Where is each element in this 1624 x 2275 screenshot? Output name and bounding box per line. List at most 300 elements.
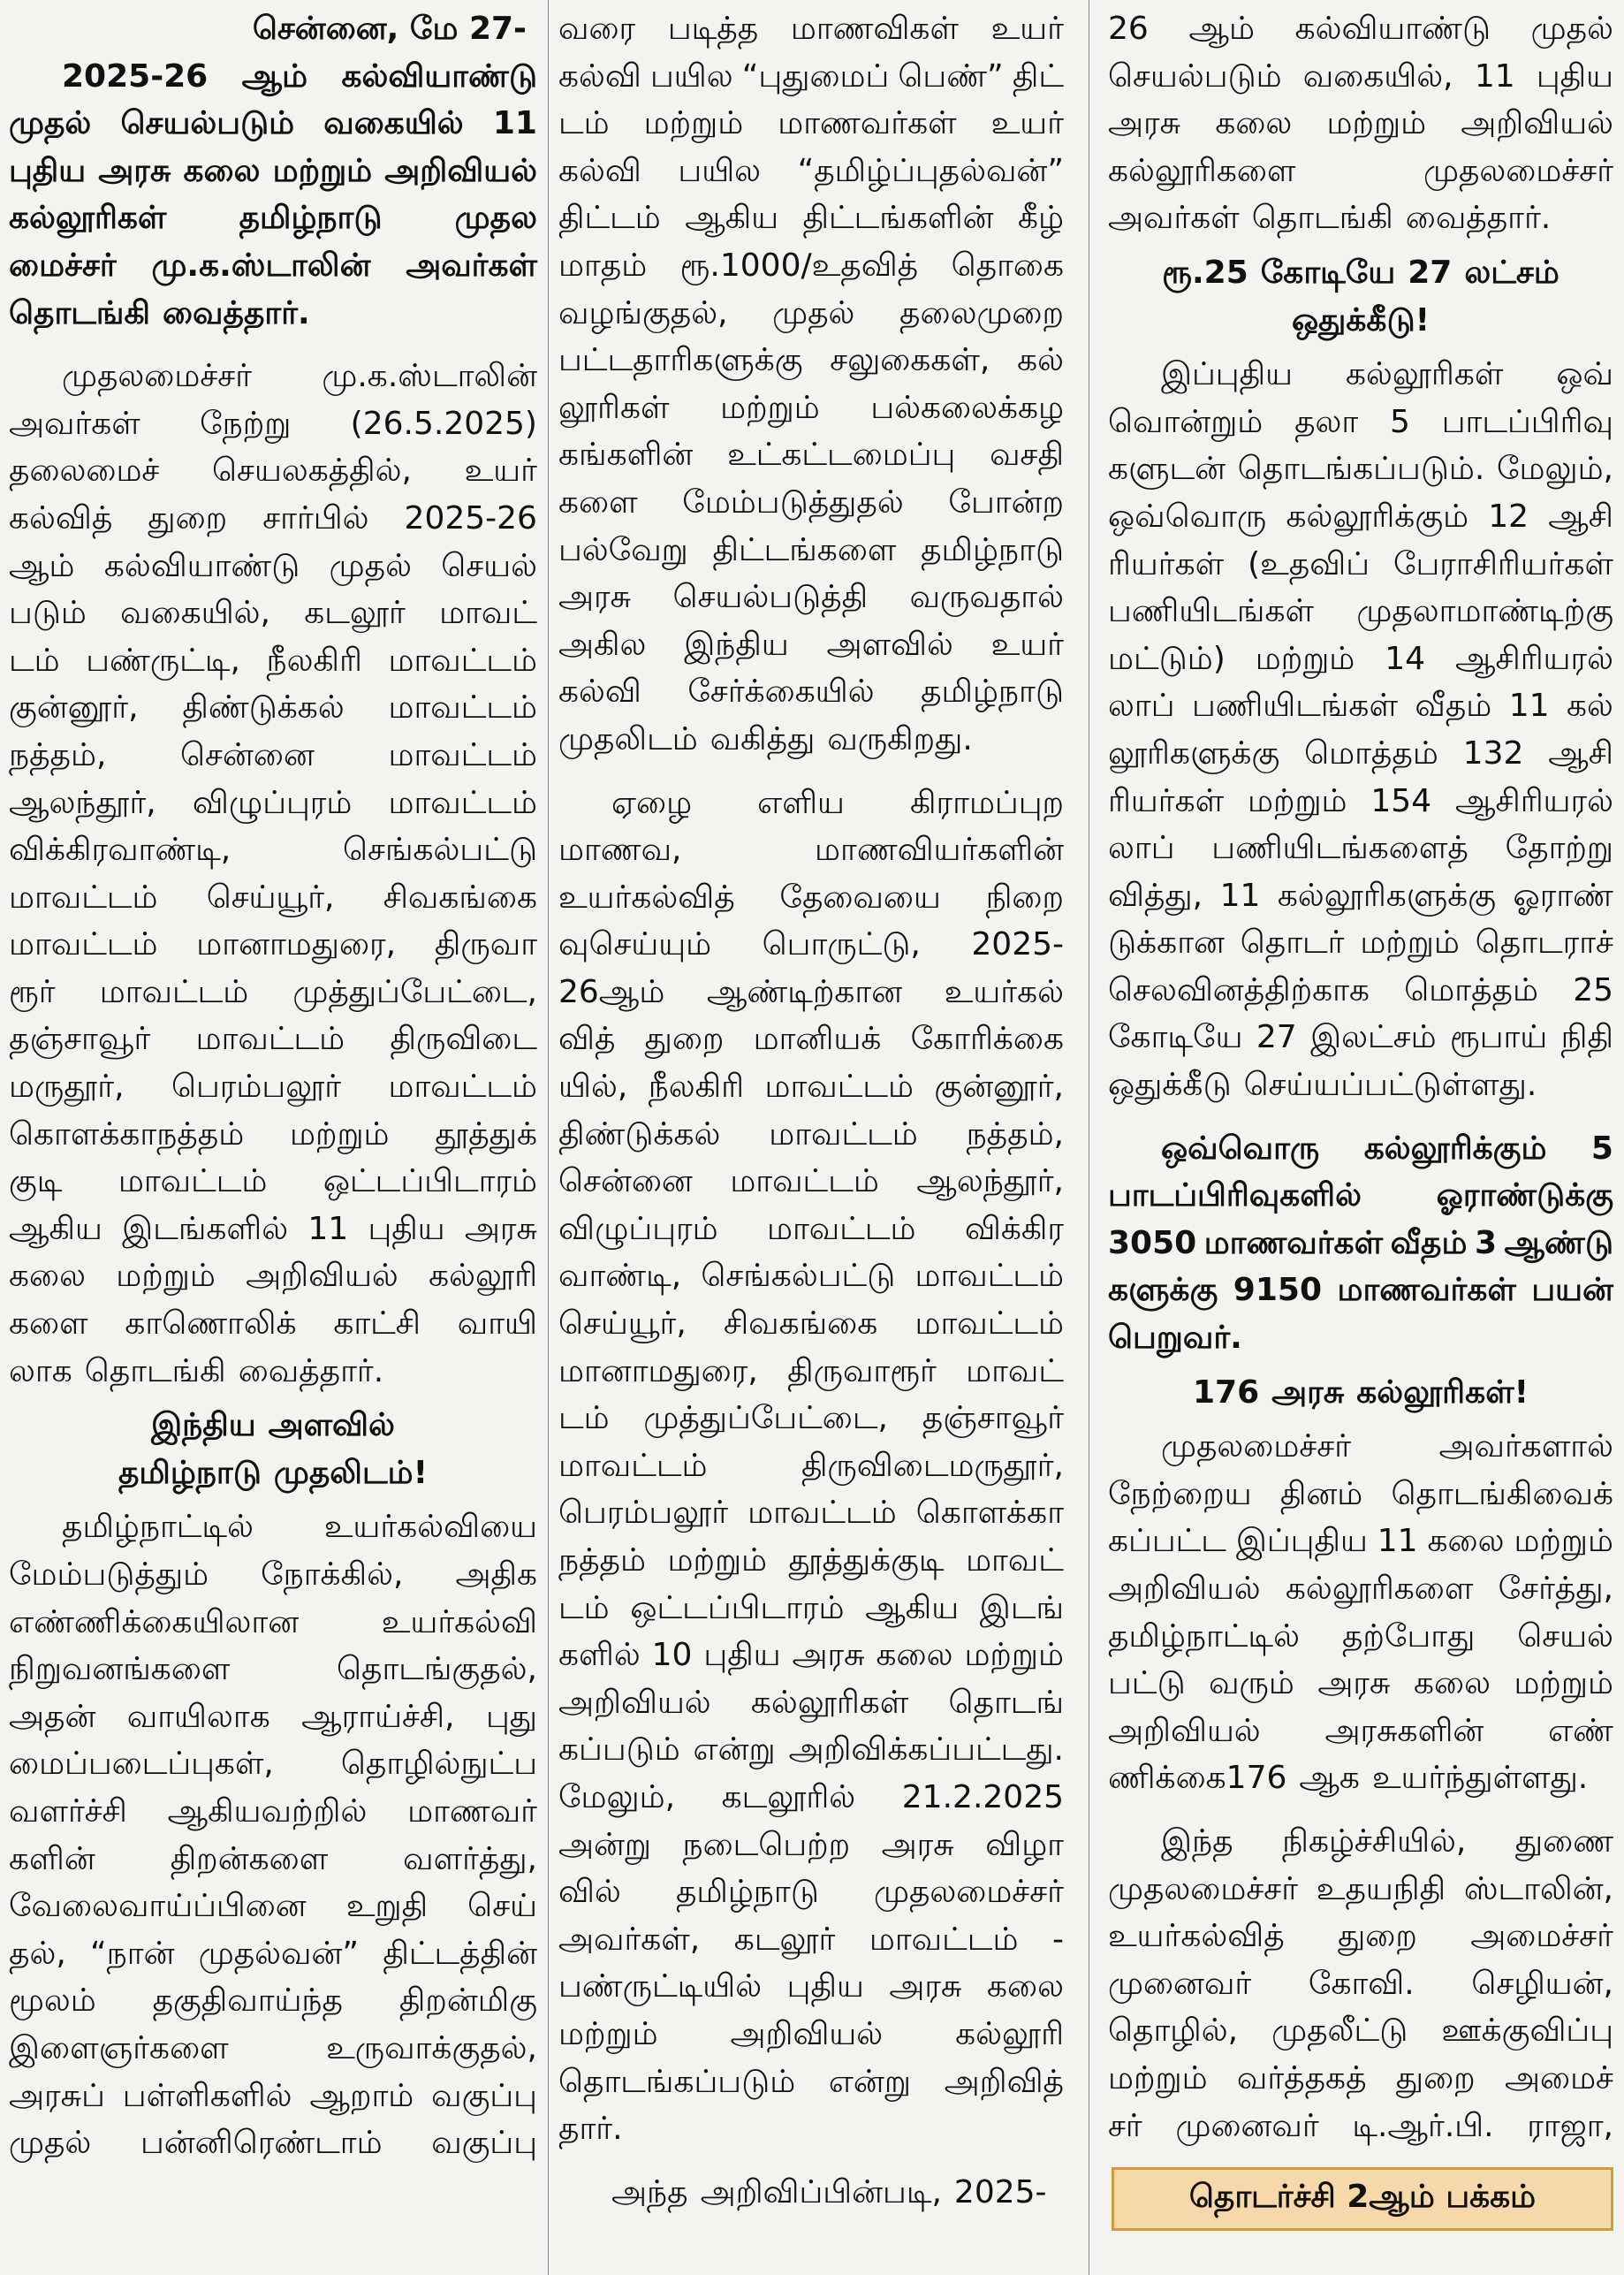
word: திறன்மிகு bbox=[398, 1982, 537, 2020]
word: இப்புதிய bbox=[1235, 1523, 1368, 1560]
text-line bbox=[558, 337, 1064, 384]
text-line bbox=[558, 1348, 1064, 1396]
word: திட்டங்களை bbox=[712, 531, 897, 568]
text-line bbox=[1108, 1314, 1613, 1362]
word: முதலீட்டு bbox=[1271, 2012, 1408, 2050]
word: அவர்கள் bbox=[406, 247, 537, 284]
paragraph bbox=[9, 353, 537, 1395]
dateline bbox=[9, 5, 537, 53]
text-line bbox=[9, 100, 537, 148]
word: தொடர் bbox=[1240, 924, 1345, 962]
word: திட்டங்களின் bbox=[802, 200, 994, 237]
word: திருவா bbox=[434, 926, 537, 963]
word: செயல்படுத்தி bbox=[672, 579, 869, 616]
word: சார்பில் bbox=[262, 499, 369, 536]
word: தொடங்கி bbox=[1251, 200, 1393, 237]
word: வகுப்பு bbox=[431, 2077, 537, 2114]
word: (உதவிப் bbox=[1248, 545, 1370, 582]
word: களுக்கு bbox=[1108, 1272, 1218, 1309]
word: படும் bbox=[9, 595, 87, 632]
text-line bbox=[9, 1503, 537, 1551]
word: 12 bbox=[1488, 498, 1529, 535]
word: மற்றும் bbox=[643, 105, 744, 142]
text-line bbox=[558, 1206, 1064, 1253]
word: மொத்தம் bbox=[1304, 734, 1438, 772]
word: சென்னை bbox=[180, 736, 315, 773]
word: கலை bbox=[183, 152, 261, 189]
word: தொடங் bbox=[948, 1684, 1064, 1721]
text-line bbox=[1108, 5, 1613, 53]
word: புதிய bbox=[9, 152, 87, 189]
dateline-text: சென்னை, மே 27- bbox=[252, 11, 527, 47]
text-line bbox=[1108, 1754, 1613, 1802]
word: 14 bbox=[1385, 640, 1426, 677]
word: முத்துப்பேட்டை, bbox=[643, 1400, 888, 1437]
text-line bbox=[1108, 100, 1613, 148]
word: மாணவர்கள் bbox=[778, 105, 957, 142]
word: ரியர்கள் bbox=[1108, 545, 1225, 582]
text-line bbox=[9, 495, 537, 543]
word: ஒவ்வொரு bbox=[1108, 498, 1267, 535]
text-line bbox=[1108, 1014, 1613, 1061]
word: தஞ்சாவூர் bbox=[9, 1021, 151, 1058]
paragraph bbox=[1108, 1818, 1613, 2149]
word: மற்றும் bbox=[1247, 782, 1347, 819]
word: நிகழ்ச்சியில், bbox=[1282, 1822, 1467, 1860]
word: அறிவியல் bbox=[558, 1684, 711, 1721]
word: 27 bbox=[1256, 1019, 1297, 1056]
word: மாணவர்கள் bbox=[1203, 1224, 1384, 1261]
word: சலுகைகள், bbox=[830, 342, 990, 379]
word: விழா bbox=[985, 1826, 1064, 1863]
text-line bbox=[9, 194, 537, 242]
word: யில், bbox=[558, 1069, 628, 1106]
word: துறை bbox=[1395, 2059, 1476, 2096]
word: கலை bbox=[9, 1258, 86, 1295]
word: நிதி bbox=[1560, 1019, 1613, 1056]
word: சிவகங்கை bbox=[723, 1305, 878, 1343]
text-line bbox=[9, 2119, 537, 2167]
word: கலை bbox=[1215, 105, 1293, 142]
word: டம் bbox=[558, 1400, 610, 1437]
word: தொகை bbox=[951, 247, 1064, 284]
text-line bbox=[9, 874, 537, 922]
paragraph bbox=[558, 5, 1064, 764]
column-1 bbox=[9, 5, 537, 2167]
word: பணியிடங்களைத் bbox=[1211, 830, 1468, 867]
word: கடலூரில் bbox=[721, 1778, 856, 1815]
word: மாவட்டம் bbox=[869, 1921, 1019, 1958]
word: 5 bbox=[1390, 403, 1410, 440]
text-line bbox=[1108, 1960, 1613, 2008]
text-line bbox=[558, 1063, 1064, 1111]
word: தொடங்கப்படும். bbox=[1237, 451, 1485, 488]
word: பாடப்பிரிவுகளில் bbox=[1108, 1177, 1362, 1214]
word: புது bbox=[485, 1698, 537, 1735]
word: ஒதுக்கீடு! bbox=[1292, 301, 1430, 339]
word: திருவிடை bbox=[390, 1021, 537, 1058]
word: “தமிழ்ப்புதல்வன்” bbox=[797, 152, 1064, 189]
word: ஆம் bbox=[241, 57, 308, 95]
word: தமிழ்நாட்டில் bbox=[62, 1509, 254, 1546]
text-line bbox=[9, 148, 537, 195]
word: துறை bbox=[644, 1021, 725, 1058]
word: சிவகங்கை bbox=[383, 879, 537, 916]
text-line bbox=[558, 2011, 1064, 2058]
word: அவர்கள் bbox=[9, 405, 140, 442]
word: நீலகிரி bbox=[266, 642, 362, 679]
word: இடங் bbox=[979, 1589, 1064, 1626]
text-line bbox=[1108, 1172, 1613, 1220]
word: அமைச் bbox=[1505, 2059, 1613, 2096]
text-line bbox=[558, 1585, 1064, 1632]
word: மேம்படுத்தும் bbox=[9, 1556, 209, 1593]
word: வித் bbox=[558, 1021, 616, 1058]
text-line bbox=[558, 874, 1064, 922]
text-line bbox=[558, 921, 1064, 969]
text-line bbox=[1108, 351, 1613, 399]
word: மாவட்டம் bbox=[766, 1210, 916, 1247]
word: தொடங்குதல், bbox=[336, 1651, 537, 1688]
word: களை bbox=[558, 483, 638, 521]
word: மற்றும் bbox=[667, 1542, 768, 1579]
text-line bbox=[558, 5, 1064, 53]
word: ரூர் bbox=[9, 973, 56, 1010]
word: கல்வி bbox=[558, 673, 641, 711]
text-line bbox=[558, 1442, 1064, 1490]
word: முதல bbox=[454, 200, 537, 237]
word: டி.ஆர்.பி. bbox=[1352, 2107, 1494, 2144]
word: புதிய bbox=[786, 1968, 864, 2005]
word: கல்லூரிக்கும் bbox=[1363, 1130, 1547, 1167]
word: மாவட் bbox=[966, 1542, 1064, 1579]
word: தற்போது bbox=[1341, 1617, 1476, 1655]
word: பள்ளிகளில் bbox=[122, 2077, 292, 2114]
word: 26 bbox=[1108, 11, 1149, 47]
word: செழியன், bbox=[1471, 1965, 1613, 2002]
word: வரும் bbox=[1209, 1665, 1294, 1702]
text-line bbox=[558, 527, 1064, 574]
word: ஒவ்வொரு bbox=[1161, 1130, 1320, 1167]
text-line bbox=[1108, 967, 1613, 1015]
text-line bbox=[1108, 1220, 1613, 1267]
word: மேலும், bbox=[1496, 451, 1613, 488]
text-line bbox=[1108, 541, 1613, 589]
word: அளவில் bbox=[268, 1407, 395, 1444]
text-line bbox=[9, 1016, 537, 1063]
column-rule bbox=[548, 0, 549, 2275]
word: மாவட்டம் bbox=[747, 1495, 897, 1532]
word: நத்தம், bbox=[966, 1115, 1064, 1153]
paragraph bbox=[9, 1503, 537, 2166]
word: மொத்தம் bbox=[1404, 971, 1538, 1008]
text-line bbox=[1108, 1708, 1613, 1755]
word: தலா bbox=[1294, 403, 1359, 440]
text-line bbox=[558, 1632, 1064, 1679]
word: கல்லூரி bbox=[429, 1258, 537, 1295]
text-line bbox=[558, 384, 1064, 432]
word: கல் bbox=[1017, 342, 1064, 379]
word: வளர்ச்சி bbox=[9, 1792, 127, 1830]
word: 11 bbox=[1474, 57, 1515, 95]
text-line bbox=[558, 2169, 1064, 2217]
word: 176 bbox=[1192, 1373, 1260, 1411]
text-line bbox=[558, 148, 1064, 195]
word: வகுப்பு bbox=[431, 2125, 537, 2162]
word: அறிவியல் bbox=[1461, 105, 1613, 142]
text-line bbox=[558, 479, 1064, 527]
word: பேராசிரியர்கள் bbox=[1393, 545, 1613, 582]
word: காட்சி bbox=[333, 1305, 421, 1343]
text-line bbox=[9, 969, 537, 1016]
word: மாணவர் bbox=[407, 1792, 537, 1830]
word: நிறுவனங்களை bbox=[9, 1651, 231, 1688]
word: வகித்து bbox=[710, 720, 816, 757]
word: கல்லூரிகள் bbox=[750, 1684, 909, 1721]
text-line bbox=[558, 1537, 1064, 1585]
word: குடி bbox=[9, 1163, 63, 1200]
spacer bbox=[558, 764, 1064, 780]
word: திருவாரூர் bbox=[787, 1352, 937, 1389]
word: - bbox=[1051, 1921, 1064, 1958]
word: தல், bbox=[9, 1935, 66, 1972]
word: கோடியே bbox=[1108, 1019, 1243, 1056]
word: கிராமப்புற bbox=[910, 784, 1064, 821]
word: திண்டுக்கல் bbox=[558, 1115, 721, 1153]
word: அமைச்சர் bbox=[1470, 1918, 1613, 1955]
word: இந்த bbox=[1161, 1822, 1233, 1860]
word: வகையில், bbox=[1302, 57, 1453, 95]
text-line bbox=[558, 1916, 1064, 1964]
word: 132 bbox=[1462, 734, 1524, 772]
text-line bbox=[9, 1063, 537, 1111]
word: தொடங்கப்படும் bbox=[558, 2063, 796, 2100]
word: உருவாக்குதல், bbox=[326, 2029, 537, 2066]
word: வாயி bbox=[457, 1305, 537, 1343]
word: உயர் bbox=[990, 11, 1064, 47]
word: அறிவித் bbox=[944, 2063, 1064, 2100]
text-line bbox=[1108, 1565, 1613, 1613]
word: தமிழ்நாடு bbox=[118, 1454, 262, 1491]
text-line bbox=[558, 1252, 1064, 1300]
word: மற்றும் bbox=[272, 152, 373, 189]
word: அரசு bbox=[881, 1826, 954, 1863]
word: மற்றும் bbox=[1514, 1523, 1613, 1560]
text-line bbox=[1108, 1125, 1613, 1173]
word: புதிய bbox=[368, 1210, 445, 1247]
text-line bbox=[1108, 297, 1613, 345]
column-2 bbox=[558, 5, 1064, 2216]
text-line bbox=[558, 100, 1064, 148]
text-line bbox=[1108, 1518, 1613, 1565]
word: மாணவிகள் bbox=[790, 11, 959, 47]
word: களுடன் bbox=[1108, 451, 1226, 488]
word: அவர்கள், bbox=[558, 1921, 701, 1958]
text-line bbox=[558, 431, 1064, 479]
text-line bbox=[1108, 730, 1613, 778]
highlight-paragraph bbox=[1108, 1125, 1613, 1362]
text-line bbox=[1108, 1818, 1613, 1866]
word: பெறுவர். bbox=[1108, 1320, 1242, 1357]
word: பொருட்டு, bbox=[762, 926, 921, 963]
word: முதலமைச்சர் bbox=[1108, 1870, 1299, 1907]
word: உயர் bbox=[464, 453, 537, 490]
text-line bbox=[9, 1449, 537, 1497]
word: வருகிறது. bbox=[827, 720, 973, 757]
text-line bbox=[9, 53, 537, 101]
word: லூரிகள் bbox=[558, 389, 670, 426]
word: கலை bbox=[1427, 1523, 1505, 1560]
word: முதலிடம் bbox=[558, 720, 698, 757]
word: செங்கல்பட்டு bbox=[701, 1258, 896, 1295]
text-line bbox=[1108, 682, 1613, 730]
word: கல்வித் bbox=[9, 499, 113, 536]
word: செய்யப்பட்டுள்ளது. bbox=[1243, 1067, 1537, 1104]
word: 25 bbox=[1573, 971, 1613, 1008]
word: ஆகியவற்றில் bbox=[167, 1792, 368, 1830]
text-line bbox=[9, 590, 537, 637]
text-line bbox=[558, 1868, 1064, 1916]
word: மற்றும் bbox=[1326, 105, 1427, 142]
word: மற்றும் bbox=[1108, 2059, 1208, 2096]
word: உயர்ந்துள்ளது. bbox=[1371, 1760, 1589, 1797]
word: கல்லூரிகளை bbox=[1285, 1571, 1474, 1607]
text-line bbox=[9, 1206, 537, 1253]
word: தொழில்நுட்ப bbox=[340, 1746, 537, 1783]
word: மாவட் bbox=[966, 1352, 1064, 1389]
word: மாவட்டம் bbox=[118, 1163, 268, 1200]
word: மானாமதுரை, bbox=[196, 926, 397, 963]
word: ராஜா, bbox=[1527, 2107, 1613, 2144]
continuation-box[interactable] bbox=[1112, 2167, 1613, 2231]
word: தமிழ்நாடு bbox=[239, 200, 383, 237]
word: அரசுகளின் bbox=[1324, 1712, 1484, 1749]
word: பெரம்பலூர் bbox=[171, 1069, 342, 1106]
word: முதலமைச்சர் bbox=[873, 1874, 1064, 1911]
word: தூத்துக் bbox=[435, 1115, 537, 1153]
text-line bbox=[1108, 1061, 1613, 1109]
lead-block bbox=[9, 53, 537, 338]
word: 2025- bbox=[971, 926, 1064, 963]
word: மாணவர்கள் bbox=[1337, 1272, 1516, 1309]
word: என்று bbox=[828, 2063, 911, 2100]
word: செய்யூர், bbox=[558, 1305, 687, 1343]
word: அரசு bbox=[558, 579, 632, 616]
word: முதல் bbox=[9, 2125, 92, 2162]
word: மாவட்டம் bbox=[9, 879, 158, 916]
word: சர் bbox=[1108, 2107, 1142, 2144]
word: மாவட் bbox=[439, 595, 537, 632]
word: அவர்களால் bbox=[1438, 1428, 1613, 1465]
text-line bbox=[9, 1348, 537, 1396]
word: போன்ற bbox=[948, 483, 1064, 521]
word: தேவையை bbox=[779, 879, 941, 916]
word: வித்து, bbox=[1108, 877, 1203, 914]
word: களின் bbox=[9, 1840, 95, 1877]
word: 27 bbox=[1408, 254, 1453, 291]
word: தமிழ்நாட்டில் bbox=[1108, 1617, 1300, 1655]
word: நோக்கில், bbox=[261, 1556, 404, 1593]
word: முதலமைச்சர் bbox=[1161, 1428, 1352, 1465]
word: மாவட்டம் bbox=[99, 973, 249, 1010]
text-line bbox=[9, 543, 537, 590]
word: அதன் bbox=[9, 1698, 96, 1735]
word: இந்திய bbox=[151, 1407, 256, 1444]
word: அரசு bbox=[1271, 1373, 1345, 1411]
word: உயர்கல்வித் bbox=[558, 879, 735, 916]
paragraph bbox=[558, 2169, 1064, 2217]
word: உயர்கல்வித் bbox=[1108, 1918, 1285, 1955]
text-line bbox=[9, 1930, 537, 1978]
word: மற்றும் bbox=[289, 1115, 390, 1153]
word: மட்டும்) bbox=[1108, 640, 1226, 677]
word: ஆகிய bbox=[9, 1210, 102, 1247]
word: இந்திய bbox=[684, 626, 789, 663]
text-line bbox=[558, 1726, 1064, 1774]
word: அதிக bbox=[455, 1556, 537, 1593]
word: பட்டு bbox=[1108, 1665, 1186, 1702]
word: 5 bbox=[1590, 1130, 1613, 1167]
word: 154 bbox=[1370, 782, 1432, 819]
word: விழுப்புரம் bbox=[558, 1210, 718, 1247]
text-line bbox=[9, 1788, 537, 1836]
word: கல்வியாண்டு bbox=[103, 547, 300, 584]
word: முதல் bbox=[9, 105, 92, 142]
text-line bbox=[9, 684, 537, 732]
word: உயர்கல்வியை bbox=[323, 1509, 537, 1546]
text-line bbox=[9, 1158, 537, 1206]
word: 3050 bbox=[1108, 1224, 1197, 1261]
word: ஆறாம் bbox=[309, 2077, 414, 2114]
word: மற்றும் bbox=[720, 389, 820, 426]
word: 11 bbox=[492, 105, 537, 142]
word: (26.5.2025) bbox=[350, 405, 537, 442]
word: உதயநிதி bbox=[1316, 1870, 1446, 1907]
word: அன்று bbox=[558, 1826, 652, 1863]
word: வகையில், bbox=[120, 595, 270, 632]
word: குன்னூர், bbox=[9, 689, 139, 727]
word: அரசு bbox=[792, 1637, 865, 1674]
word: ஆகிய bbox=[685, 200, 779, 237]
word: தார். bbox=[558, 2111, 623, 2148]
word: லாக bbox=[9, 1352, 72, 1389]
word: எளிய bbox=[757, 784, 845, 821]
word: அவர்கள் bbox=[1108, 200, 1240, 237]
word: புதிய bbox=[703, 1637, 781, 1674]
word: தூத்துக்குடி bbox=[788, 1542, 945, 1579]
word: ஆம் bbox=[1188, 11, 1255, 47]
word: குன்னூர், bbox=[934, 1069, 1064, 1106]
word: வைத்தார். bbox=[162, 294, 310, 331]
word: வசதி bbox=[990, 437, 1064, 474]
word: செயலகத்தில், bbox=[212, 453, 413, 490]
word: செலவினத்திற்காக bbox=[1108, 971, 1370, 1008]
word: 11 bbox=[1377, 1523, 1418, 1560]
text-line bbox=[558, 716, 1064, 764]
word: முதல் bbox=[329, 547, 412, 584]
word: மாவட்டம் bbox=[388, 784, 537, 821]
word: செங்கல்பட்டு bbox=[343, 832, 537, 869]
word: ரூபாய் bbox=[1450, 1019, 1548, 1056]
word: ஊக்குவிப்பு bbox=[1441, 2012, 1613, 2050]
word: கலை bbox=[987, 1968, 1064, 2005]
word: 2025- bbox=[953, 2173, 1047, 2210]
text-line bbox=[1108, 635, 1613, 683]
word: மாவட்டம் bbox=[388, 1069, 537, 1106]
word: “புதுமைப் bbox=[741, 57, 890, 95]
word: விழுப்புரம் bbox=[192, 784, 353, 821]
spacer bbox=[1108, 1109, 1613, 1125]
